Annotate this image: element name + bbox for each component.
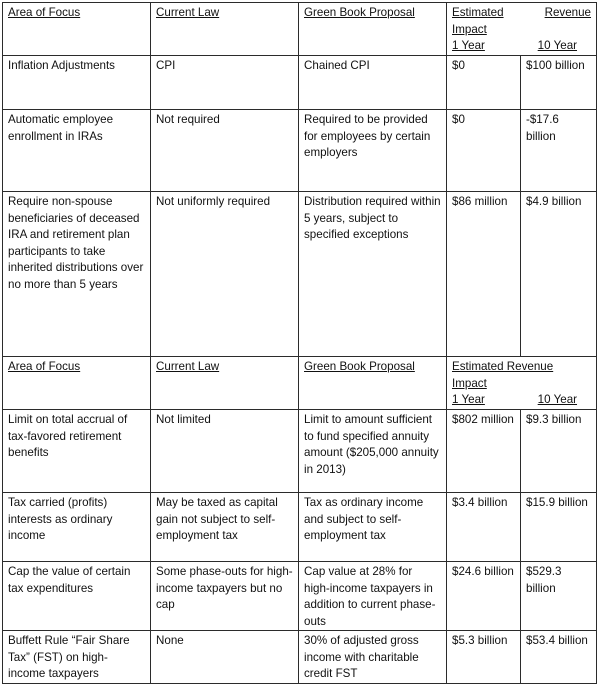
table1-header-row	[3, 3, 597, 56]
header-one-year: 1 Year	[452, 39, 485, 52]
cell-one-year: $5.3 billion	[447, 631, 521, 684]
cell-proposal: Required to be provided for employees by certain employers	[299, 110, 447, 192]
header-area-of-focus: Area of Focus	[3, 3, 151, 56]
cell-area: Cap the value of certain tax expenditures	[3, 562, 151, 631]
cell-one-year: $24.6 billion	[447, 562, 521, 631]
cell-proposal: Tax as ordinary income and subject to self-employment tax	[299, 493, 447, 562]
cell-area: Automatic employee enrollment in IRAs	[3, 110, 151, 192]
table-row	[3, 192, 597, 357]
cell-ten-year: -$17.6 billion	[521, 110, 597, 192]
cell-area: Require non-spouse beneficiaries of deceased IRA and retirement plan participants to take inherited distributions over no more than 5 years	[3, 192, 151, 357]
header-estimated-label: Estimated Revenue	[452, 360, 554, 373]
cell-ten-year: $53.4 billion	[521, 631, 597, 684]
header-one-year: 1 Year	[452, 393, 485, 406]
revenue-proposals-table	[2, 2, 597, 684]
cell-current-law: Not uniformly required	[151, 192, 299, 357]
header-ten-year: 10 Year	[537, 39, 578, 52]
cell-current-law: Some phase-outs for high-income taxpayers but no cap	[151, 562, 299, 631]
cell-proposal: Distribution required within 5 years, subject to specified exceptions	[299, 192, 447, 357]
header-impact-label: Impact	[452, 376, 487, 390]
table2-header-row	[3, 357, 597, 410]
cell-area: Limit on total accrual of tax-favored retirement benefits	[3, 410, 151, 493]
cell-one-year: $3.4 billion	[447, 493, 521, 562]
header-current-law: Current Law	[151, 357, 299, 410]
cell-one-year: $0	[447, 56, 521, 110]
header-area-of-focus: Area of Focus	[3, 357, 151, 410]
table-row	[3, 631, 597, 684]
header-current-law: Current Law	[151, 3, 299, 56]
cell-current-law: CPI	[151, 56, 299, 110]
table-row	[3, 493, 597, 562]
cell-current-law: None	[151, 631, 299, 684]
cell-proposal: Chained CPI	[299, 56, 447, 110]
cell-area: Buffett Rule “Fair Share Tax” (FST) on high-income taxpayers	[3, 631, 151, 684]
header-impact-label: Impact	[452, 22, 487, 36]
header-estimated-label: Estimated	[452, 6, 504, 19]
header-ten-year: 10 Year	[537, 393, 578, 406]
header-green-book-proposal: Green Book Proposal	[299, 357, 447, 410]
cell-current-law: Not limited	[151, 410, 299, 493]
cell-area: Tax carried (profits) interests as ordinary income	[3, 493, 151, 562]
cell-one-year: $86 million	[447, 192, 521, 357]
header-revenue-label: Revenue	[544, 6, 592, 19]
header-green-book-proposal: Green Book Proposal	[299, 3, 447, 56]
cell-current-law: May be taxed as capital gain not subject to self- employment tax	[151, 493, 299, 562]
cell-area: Inflation Adjustments	[3, 56, 151, 110]
cell-ten-year: $100 billion	[521, 56, 597, 110]
table-row	[3, 562, 597, 631]
table-row	[3, 410, 597, 493]
header-estimated-revenue-impact	[447, 357, 597, 410]
cell-ten-year: $4.9 billion	[521, 192, 597, 357]
cell-proposal: 30% of adjusted gross income with charitable credit FST	[299, 631, 447, 684]
cell-proposal: Limit to amount sufficient to fund specified annuity amount ($205,000 annuity in 2013)	[299, 410, 447, 493]
header-estimated-revenue-impact	[447, 3, 597, 56]
cell-ten-year: $529.3 billion	[521, 562, 597, 631]
cell-ten-year: $15.9 billion	[521, 493, 597, 562]
cell-current-law: Not required	[151, 110, 299, 192]
cell-proposal: Cap value at 28% for high-income taxpayers in addition to current phase-outs	[299, 562, 447, 631]
cell-one-year: $802 million	[447, 410, 521, 493]
cell-ten-year: $9.3 billion	[521, 410, 597, 493]
cell-one-year: $0	[447, 110, 521, 192]
table-row	[3, 110, 597, 192]
table-row	[3, 56, 597, 110]
